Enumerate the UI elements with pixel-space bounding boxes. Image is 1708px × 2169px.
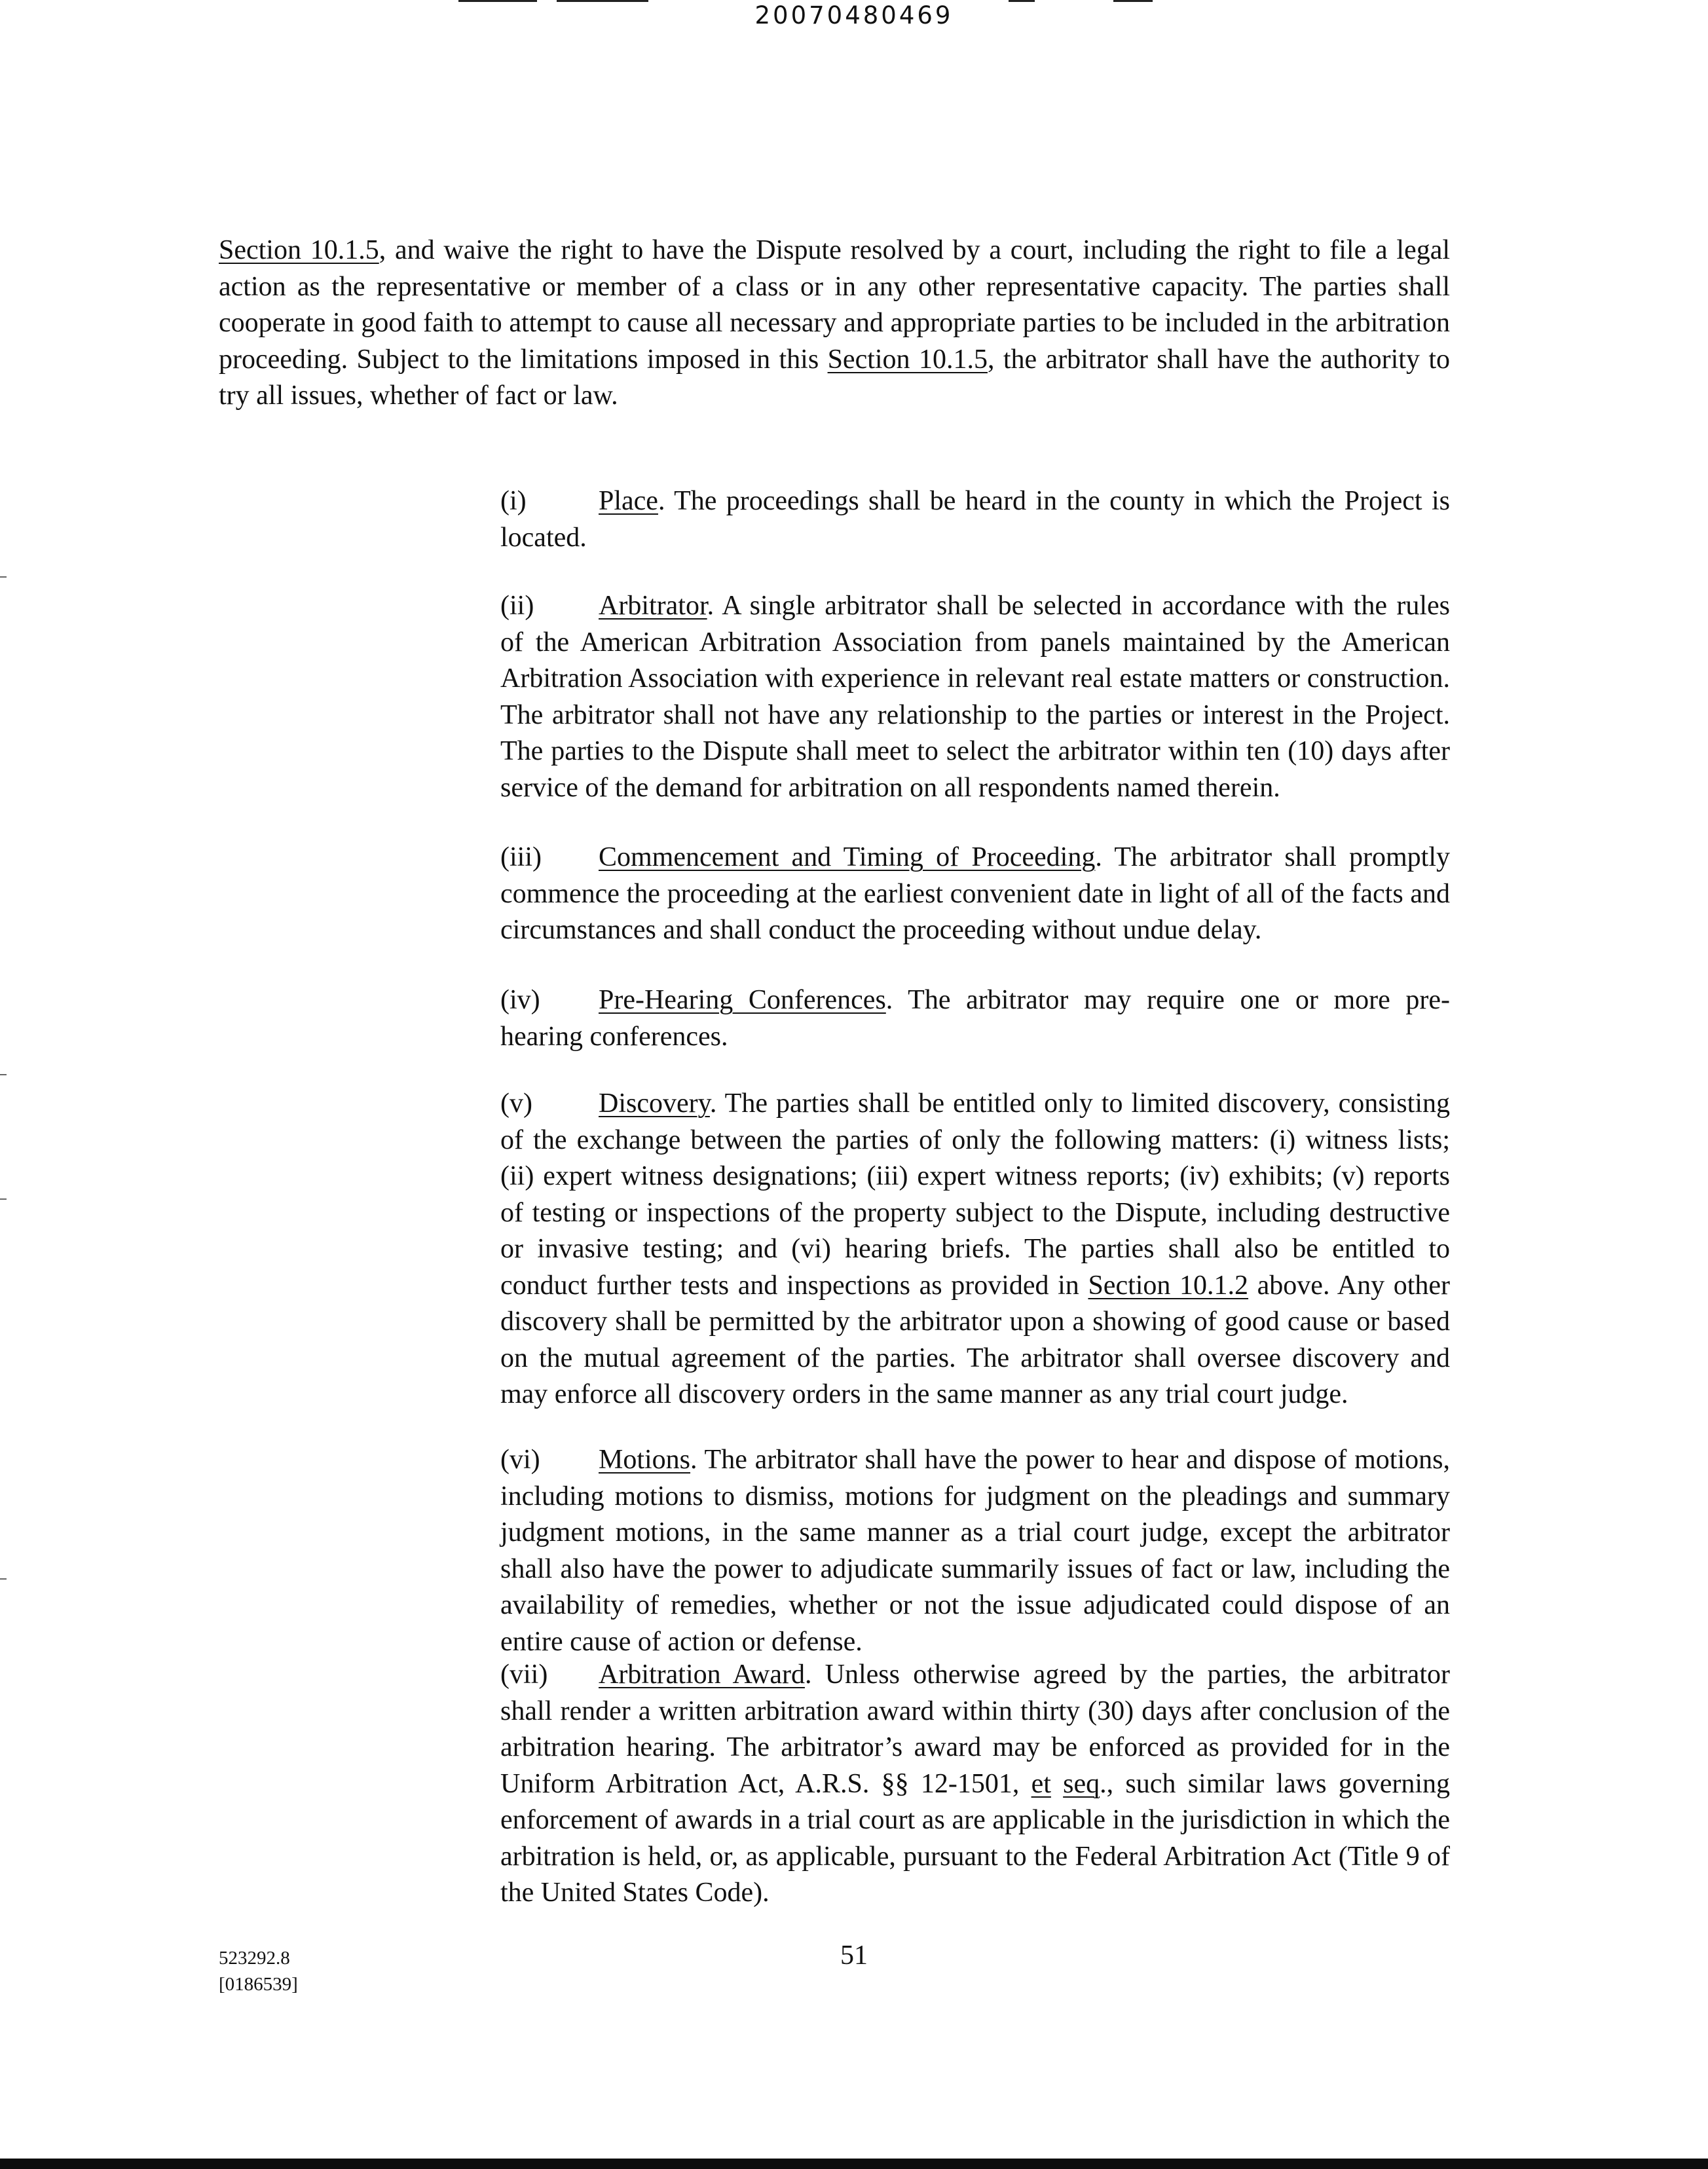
clause-number: (ii)	[500, 591, 534, 621]
clause-heading: Commencement and Timing of Proceeding	[599, 842, 1096, 872]
clause-number: (vi)	[500, 1445, 540, 1475]
clause-prehearing	[219, 982, 1450, 1055]
clause-text: . A single arbitrator shall be selected in accordance with the rules of the American Arbitration Association from panels maintained by the American Arbitration Association with experience in relevant real estate matters or construction. The arbitrator shall not have any relationship to the parties or interest in the Project. The parties to the Dispute shall meet to select the arbitrator within ten (10) days after service of the demand for arbitration on all respondents named therein.	[500, 591, 1450, 803]
clause-text: . Unless otherwise agreed by the parties, the arbitrator shall render a written arbitration award within thirty (30) days after conclusion of the arbitration hearing. The arbitrator’s award may be enforced as provided for in the Uniform Arbitration Act, A.R.S. §§ 12-1501,	[500, 1659, 1450, 1799]
clause-discovery	[219, 1086, 1450, 1413]
section-reference: Section 10.1.5	[827, 344, 988, 375]
clause-heading: Place	[599, 486, 658, 516]
latin-seq: seq	[1063, 1768, 1100, 1799]
clause-heading: Arbitrator	[599, 591, 707, 621]
clause-number: (v)	[500, 1088, 532, 1119]
clause-place	[219, 483, 1450, 556]
clause-text: . The arbitrator may require one or more pre-hearing conferences.	[500, 985, 1451, 1052]
clause-text: . The arbitrator shall have the power to hear and dispose of motions, including motions to dismiss, motions for judgment on the pleadings and summary judgment motions, in the same manner as a trial court judge, except the arbitrator shall also have the power to adjudicate summarily issues of fact or law, including the availability of remedies, whether or not the issue adjudicated could dispose of an entire cause of action or defense.	[500, 1445, 1450, 1657]
section-reference: Section 10.1.2	[1088, 1270, 1249, 1301]
clause-award	[219, 1657, 1450, 1912]
clause-number: (i)	[500, 486, 527, 516]
clause-text: . The arbitrator shall promptly commence the proceeding at the earliest convenient date in light of all of the facts and circumstances and shall conduct the proceeding without undue delay.	[500, 842, 1451, 945]
scan-edge-mark	[0, 1198, 7, 1200]
clause-text: . The proceedings shall be heard in the county in which the Project is located.	[500, 486, 1450, 553]
scan-edge-mark	[0, 1074, 7, 1075]
clause-heading: Arbitration Award	[599, 1659, 805, 1690]
scan-edge-mark	[0, 1578, 7, 1580]
latin-et: et	[1031, 1768, 1051, 1799]
clause-text: ., such similar laws governing enforcement of awards in a trial court as are applicable in the jurisdiction in which the arbitration is held, or, as applicable, pursuant to the Federal Arbitration Act (Title 9 of the United States Code).	[500, 1768, 1451, 1908]
clause-heading: Discovery	[599, 1088, 710, 1119]
section-reference: Section 10.1.5	[219, 235, 379, 265]
intro-text-2: , the arbitrator shall have the authority to try all issues, whether of fact or law.	[219, 344, 1451, 411]
clause-motions	[219, 1442, 1450, 1660]
footer-doc-id: 523292.8	[219, 1948, 290, 1969]
clause-arbitrator	[219, 588, 1450, 806]
scan-bottom-border	[0, 2159, 1708, 2169]
intro-text-1: , and waive the right to have the Dispute resolved by a court, including the right to file a legal action as the representative or member of a class or in any other representative capacity. The parties shall cooperate in good faith to attempt to cause all necessary and appropriate parties to be included in the arbitration proceeding. Subject to the limitations imposed in this	[219, 235, 1450, 375]
clause-text: above. Any other discovery shall be permitted by the arbitrator upon a showing of good cause or based on the mutual agreement of the parties. The arbitrator shall oversee discovery and may enforce all discovery orders in the same manner as any trial court judge.	[500, 1270, 1451, 1409]
document-number: 20070480469	[754, 1, 954, 29]
clause-number: (iii)	[500, 842, 542, 872]
footer-matter-number: [0186539]	[219, 1974, 298, 1995]
clause-heading: Motions	[599, 1445, 691, 1475]
intro-paragraph	[219, 232, 1450, 415]
page-number: 51	[840, 1940, 868, 1971]
clause-number: (iv)	[500, 985, 540, 1015]
clause-heading: Pre-Hearing Conferences	[599, 985, 886, 1015]
clause-text: . The parties shall be entitled only to limited discovery, consisting of the exchange between the parties of only the following matters: (i) witness lists; (ii) expert witness designations; (iii) expert witness reports; (iv) exhibits; (v) reports of testing or inspections of the property subject to the Dispute, including destructive or invasive testing; and (vi) hearing briefs. The parties shall also be entitled to conduct further tests and inspections as provided in	[500, 1088, 1450, 1301]
scan-edge-mark	[0, 576, 7, 578]
clause-commencement	[219, 840, 1450, 949]
clause-number: (vii)	[500, 1659, 548, 1690]
